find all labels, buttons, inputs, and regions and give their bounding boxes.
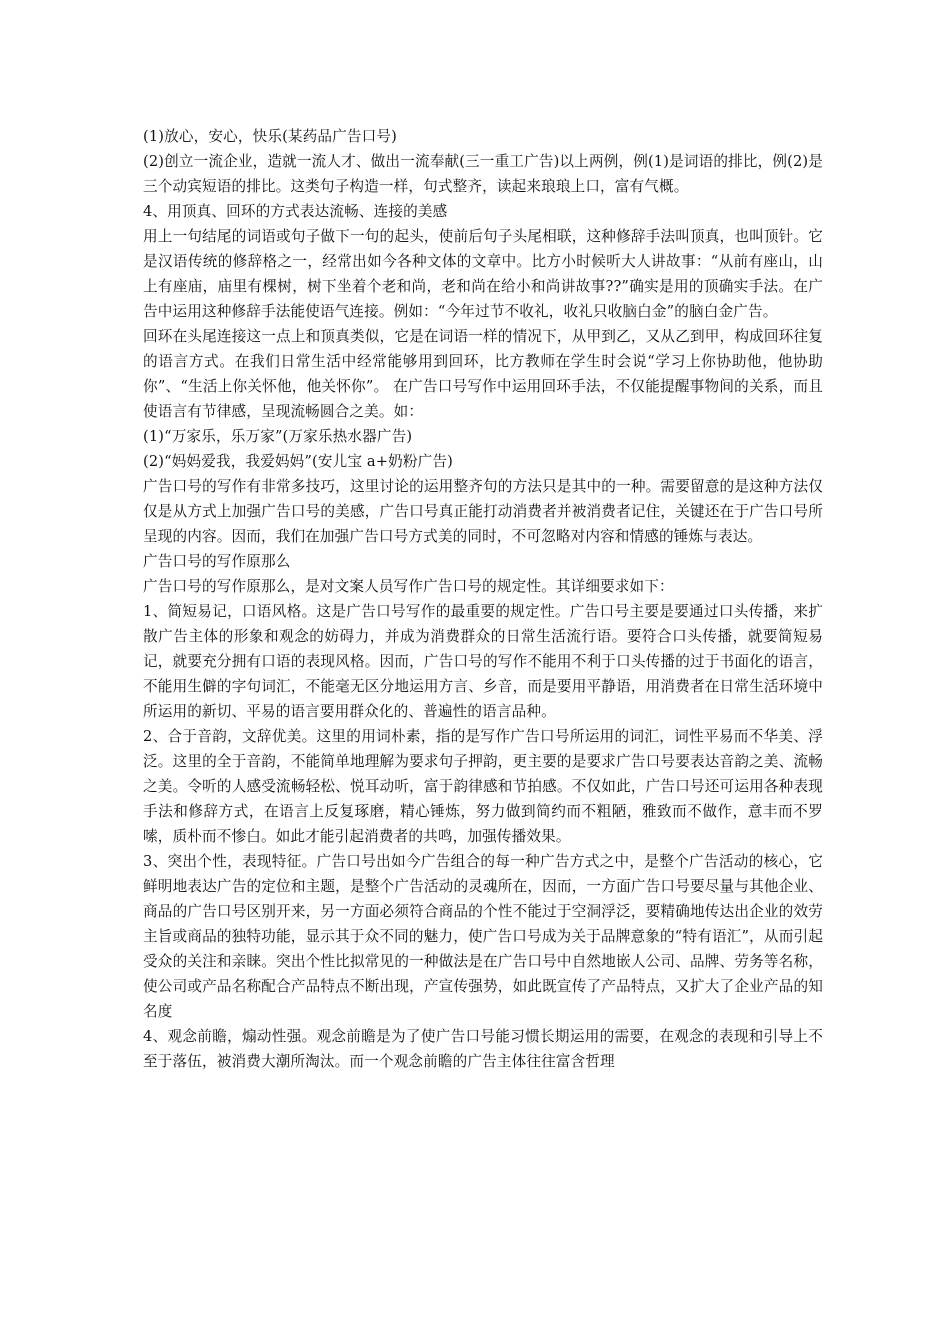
paragraph-example-1: (1)放心，安心，快乐(某药品广告口号)	[143, 128, 397, 145]
paragraph-principle-1: 1、简短易记，口语风格。这是广告口号写作的最重要的规定性。广告口号主要是要通过口头传播，来扩散广告主体的形象和观念的妨碍力，并成为消费群众的日常生活流行语。要符合口头传播，就要简短易记，就要充分拥有口语的表现风格。因而，广告口号的写作不能用不利于口头传播的过于书面化的语言，不能用生僻的字句词汇，不能毫无区分地运用方言、乡音，而是要用平静语，用消费者在日常生活环境中所运用的新切、平易的语言要用群众化的、普遍性的语言品种。	[143, 603, 823, 720]
document-body	[143, 124, 823, 1074]
paragraph-techniques: 广告口号的写作有非常多技巧，这里讨论的运用整齐句的方法只是其中的一种。需要留意的是这种方法仅仅是从方式上加强广告口号的美感，广告口号真正能打动消费者并被消费者记住，关键还在于广告口号所呈现的内容。因而，我们在加强广告口号方式美的同时，不可忽略对内容和情感的锤炼与表达。	[143, 478, 823, 545]
section-heading-4: 4、用顶真、回环的方式表达流畅、连接的美感	[143, 203, 448, 220]
section-heading-principles: 广告口号的写作原那么	[143, 553, 291, 570]
paragraph-principles-intro: 广告口号的写作原那么，是对文案人员写作广告口号的规定性。其详细要求如下：	[143, 578, 674, 595]
paragraph-example-2: (2)创立一流企业，造就一流人才、做出一流奉献(三一重工广告)以上两例，例(1)是词语的排比，例(2)是三个动宾短语的排比。这类句子构造一样，句式整齐，读起来琅琅上口，富有气概。	[143, 153, 823, 195]
paragraph-example-wanjiale: (1)“万家乐，乐万家”(万家乐热水器广告)	[143, 428, 413, 445]
paragraph-principle-2: 2、合于音韵，文辞优美。这里的用词朴素，指的是写作广告口号所运用的词汇，词性平易而不华美、浮泛。这里的全于音韵，不能简单地理解为要求句子押韵，更主要的是要求广告口号要表达音韵之美、流畅之美。令听的人感受流畅轻松、悦耳动听，富于韵律感和节拍感。不仅如此，广告口号还可运用各种表现手法和修辞方式，在语言上反复琢磨，精心锤炼，努力做到简约而不粗陋，雅致而不做作，意丰而不罗嗦，质朴而不惨白。如此才能引起消费者的共鸣，加强传播效果。	[143, 728, 823, 845]
paragraph-dingzhen: 用上一句结尾的词语或句子做下一句的起头，使前后句子头尾相联，这种修辞手法叫顶真，也叫顶针。它是汉语传统的修辞格之一，经常出如今各种文体的文章中。比方小时候听大人讲故事：“从前有座山，山上有座庙，庙里有棵树，树下坐着个老和尚，老和尚在给小和尚讲故事??”确实是用的顶确实手法。在广告中运用这种修辞手法能使语气连接。例如：“今年过节不收礼，收礼只收脑白金”的脑白金广告。	[143, 228, 823, 320]
paragraph-huihuan: 回环在头尾连接这一点上和顶真类似，它是在词语一样的情况下，从甲到乙，又从乙到甲，构成回环往复的语言方式。在我们日常生活中经常能够用到回环，比方教师在学生时会说“学习上你协助他，他协助你”、“生活上你关怀他，他关怀你”。 在广告口号写作中运用回环手法，不仅能提醒事物间的关系，而且使语言有节律感，呈现流畅圆合之美。如：	[143, 328, 823, 420]
paragraph-principle-3: 3、突出个性，表现特征。广告口号出如今广告组合的每一种广告方式之中，是整个广告活动的核心，它鲜明地表达广告的定位和主题，是整个广告活动的灵魂所在，因而，一方面广告口号要尽量与其他企业、商品的广告口号区别开来，另一方面必须符合商品的个性不能过于空洞浮泛，要精确地传达出企业的效劳主旨或商品的独特功能，显示其于众不同的魅力，使广告口号成为关于品牌意象的“特有语汇”，从而引起受众的关注和亲睐。突出个性比拟常见的一种做法是在广告口号中自然地嵌人公司、品牌、劳务等名称，使公司或产品名称配合产品特点不断出现，产宣传强势，如此既宣传了产品特点，又扩大了企业产品的知名度	[143, 853, 823, 1020]
paragraph-principle-4: 4、观念前瞻，煽动性强。观念前瞻是为了使广告口号能习惯长期运用的需要，在观念的表现和引导上不至于落伍，被消费大潮所淘汰。而一个观念前瞻的广告主体往往富含哲理	[143, 1028, 823, 1070]
paragraph-example-anerbao: (2)“妈妈爱我，我爱妈妈”(安儿宝 a+奶粉广告)	[143, 453, 453, 470]
